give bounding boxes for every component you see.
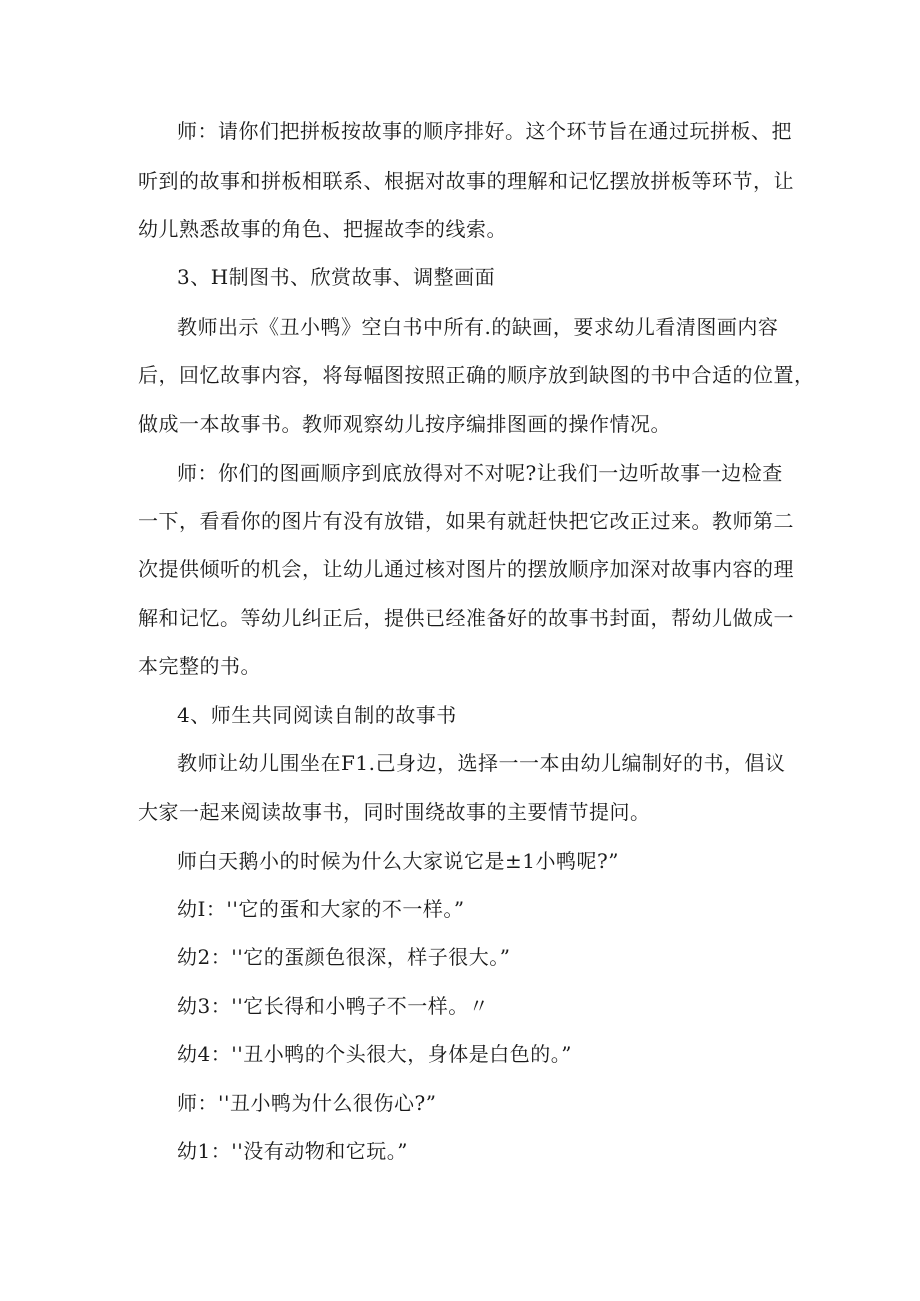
text-line: 教师让幼儿围坐在F1.己身边，选择一一本由幼儿编制好的书，倡议 — [177, 751, 786, 775]
dialogue-line: 师：''丑小鸭为什么很伤心?” — [177, 1091, 437, 1115]
text-line: 大家一起来阅读故事书，同时围绕故事的主要情节提问。 — [138, 800, 651, 824]
dialogue-line: 幼1：''没有动物和它玩。” — [177, 1139, 408, 1163]
text-line: 师：请你们把拼板按故事的顺序排好。这个环节旨在通过玩拼板、把 — [177, 119, 792, 143]
text-line: 本完整的书。 — [138, 654, 261, 678]
text-line: 教师出示《丑小鸭》空白书中所有.的缺画，要求幼儿看清图画内容 — [177, 315, 779, 339]
text-line: 一下，看看你的图片有没有放错，如果有就赶快把它改正过来。教师第二 — [138, 509, 794, 533]
dialogue-line: 幼3：''它长得和小鸭子不一样。〃 — [177, 994, 490, 1018]
text-line: 听到的故事和拼板相联系、根据对故事的理解和记忆摆放拼板等环节，让 — [138, 169, 794, 193]
dialogue-line: 师白天鹅小的时候为什么大家说它是±1小鸭呢?” — [177, 849, 619, 873]
text-line: 幼儿熟悉故事的角色、把握故李的线索。 — [138, 217, 507, 241]
text-line: 师：你们的图画顺序到底放得对不对呢?让我们一边听故事一边检查 — [177, 461, 783, 485]
text-line: 后，回忆故事内容，将每幅图按照正确的顺序放到缺图的书中合适的位置， — [138, 363, 815, 387]
text-line: 解和记忆。等幼儿纠正后，提供已经准备好的故事书封面，帮幼儿做成一 — [138, 606, 794, 630]
text-line: 做成一本故事书。教师观察幼儿按序编排图画的操作情况。 — [138, 412, 671, 436]
text-line: 次提供倾听的机会，让幼儿通过核对图片的摆放顺序加深对故事内容的理 — [138, 557, 794, 581]
dialogue-line: 幼I：''它的蛋和大家的不一样。” — [177, 897, 465, 921]
section-heading: 4、师生共同阅读自制的故事书 — [177, 703, 457, 727]
dialogue-line: 幼4：''丑小鸭的个头很大，身体是白色的。” — [177, 1042, 572, 1066]
dialogue-line: 幼2：''它的蛋颜色很深，样子很大。” — [177, 945, 511, 969]
section-heading: 3、H制图书、欣赏故事、调整画面 — [177, 265, 496, 289]
